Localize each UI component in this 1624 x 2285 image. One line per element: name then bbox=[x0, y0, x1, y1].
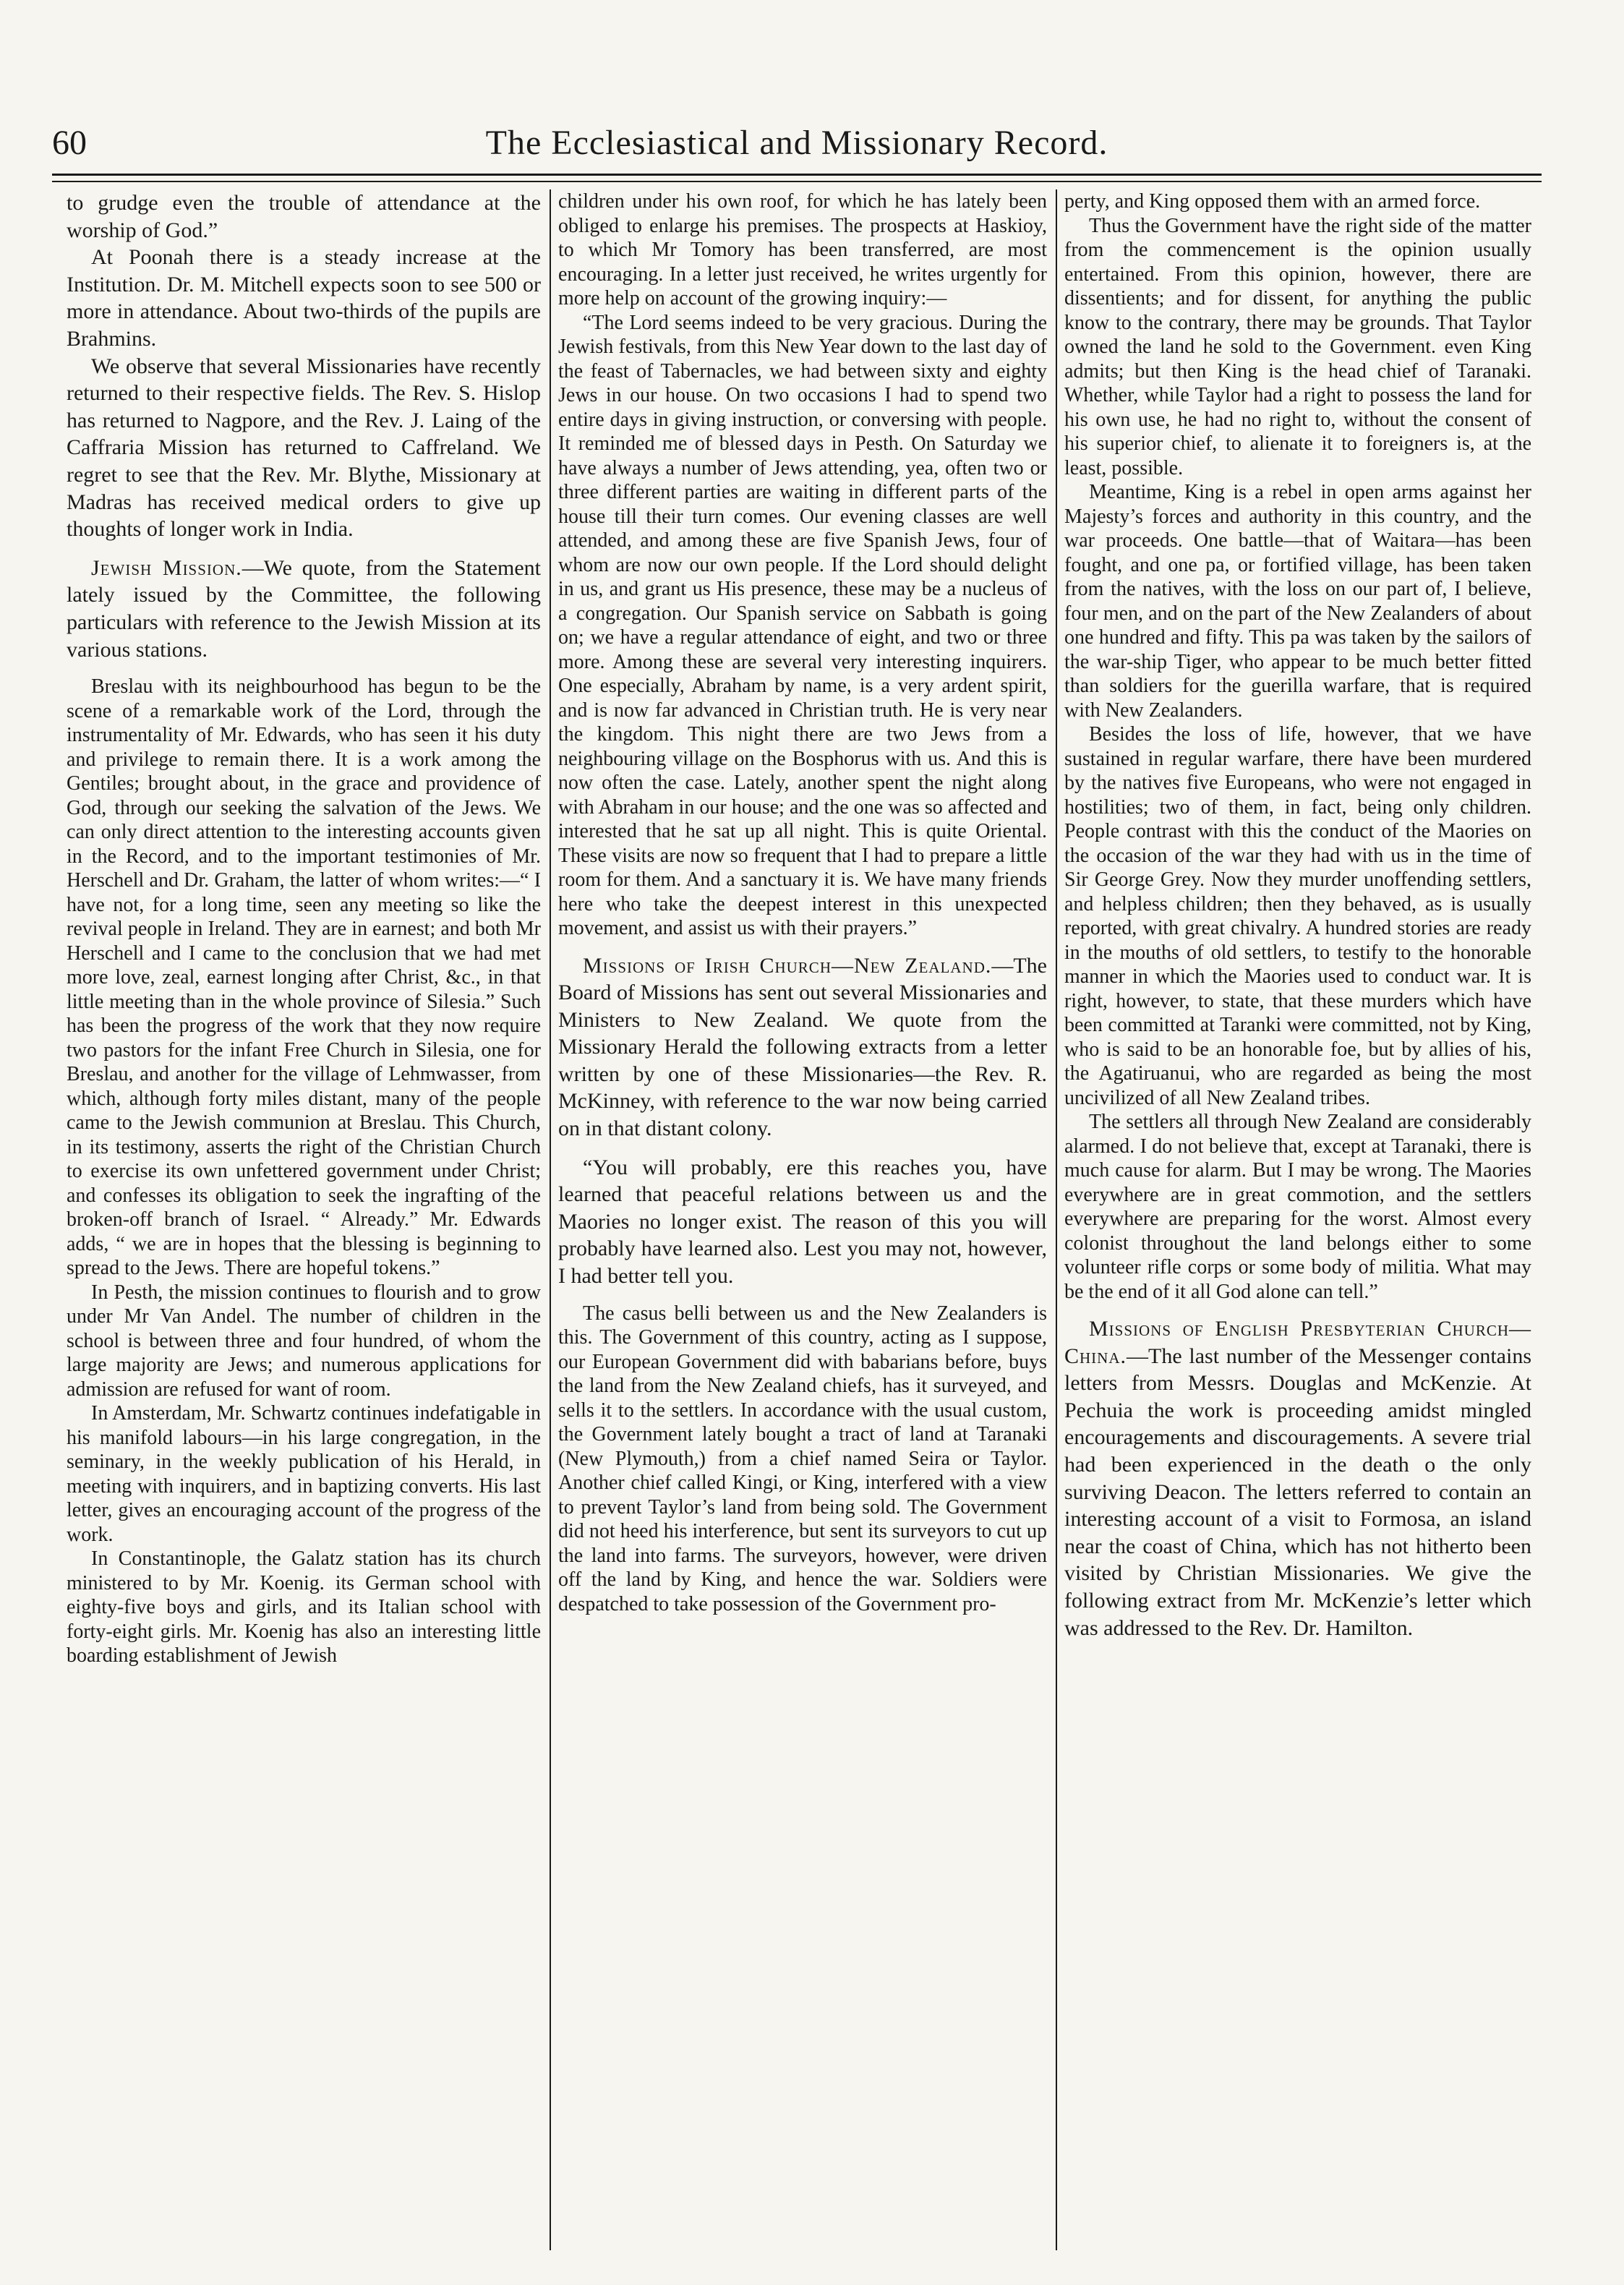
section-paragraph bbox=[1064, 1315, 1531, 1641]
paragraph: Meantime, King is a rebel in open arms against her Majesty’s forces and authority in this country, and the war proceeds. One battle—that of Waitara—has been fought, and one pa, or fortified village, has been taken from the natives, with the loss on our part of, I believe, four men, and on the part of the New Zealanders of about one hundred and fifty. This pa was taken by the sailors of the war-ship Tiger, who appear to be much better fitted than soldiers for the guerilla warfare, that is required with New Zealanders. bbox=[1064, 481, 1531, 722]
section-heading: Missions of English Presbyterian Church—China. bbox=[1064, 1317, 1531, 1368]
quoted-block bbox=[558, 1302, 1047, 1617]
column-divider bbox=[550, 189, 551, 2250]
quoted-block bbox=[67, 675, 541, 1668]
paragraph: perty, and King opposed them with an armed force. bbox=[1064, 190, 1481, 213]
header-rule-thin bbox=[52, 181, 1542, 182]
header-rule bbox=[52, 174, 1542, 176]
paragraph: Thus the Government have the right side of the matter from the commencement is the opinion usually entertained. From this opinion, however, there are dissentients; and for dissent, for anything the public know to the contrary, there may be grounds. That Taylor owned the land he sold to the Government. even King admits; but then King is the head chief of Taranaki. Whether, while Taylor had a right to possess the land for his own use, he had no right to, without the consent of his superior chief, to alienate it to foreigners is, at the least, possible. bbox=[1064, 214, 1531, 479]
paragraph: to grudge even the trouble of attendance at the worship of God.” bbox=[67, 191, 541, 242]
paragraph-text: —We quote, from the Statement lately issued by the Committee, the following particulars with reference to the Jewish Mission at its various stations. bbox=[67, 555, 541, 662]
column-3 bbox=[1064, 189, 1531, 2236]
column-1 bbox=[67, 189, 541, 2236]
quoted-block bbox=[1064, 189, 1531, 1304]
paragraph: The settlers all through New Zealand are considerably alarmed. I do not believe that, except at Taranaki, there is much cause for alarm. But I may be wrong. The Maories everywhere are in great commotion, and the settlers everywhere are preparing for the worst. Almost every colonist throughout the land belongs either to some volunteer rifle corps or some body of militia. What may be the end of it all God alone can tell.” bbox=[1064, 1111, 1531, 1303]
section-heading: Missions of Irish Church—New Zealand. bbox=[583, 953, 992, 978]
section-paragraph bbox=[67, 555, 541, 663]
paragraph: In Constantinople, the Galatz station has its church ministered to by Mr. Koenig. its German school with eighty-five boys and girls, and its Italian school with forty-eight girls. Mr. Koenig has also an interesting little boarding establishment of Jewish bbox=[67, 1547, 541, 1667]
paragraph: In Pesth, the mission continues to flourish and to grow under Mr Van Andel. The number of children in the school is between three and four hundred, of whom the large majority are Jews; and numerous applications for admission are refused for want of room. bbox=[67, 1281, 541, 1401]
paragraph: “The Lord seems indeed to be very gracious. During the Jewish festivals, from this New Year down to the last day of the feast of Tabernacles, we had between sixty and eighty Jews in our house. On two occasions I had to spend two entire days in giving instruction, or conversing with people. It reminded me of blessed days in Pesth. On Saturday we have always a number of Jews attending, yea, often two or three different parties are waiting in different parts of the house till their turn comes. Our evening classes are well attended, and among these are five Spanish Jews, four of whom are now our own people. If the Lord should delight in us, and grant us His presence, these may be a nucleus of a congregation. Our Spanish service on Sabbath is going on; we have a regular attendance of eight, and two or three more. Among these are several very interesting inquirers. One especially, Abraham by name, is a very ardent spirit, and is now far advanced in Christian truth. He is very near the kingdom. This night there are two Jews from a neighbouring village on the Bosphorus with us. And this is now often the case. Lately, another spent the night along with Abraham in our house; and the one was so affected and interested that he sat up all night. This is quite Oriental. These visits are now so frequent that I had to prepare a little room for them. And a sanctuary it is. We have many friends here who take the deepest interest in this unexpected movement, and assist us with their prayers.” bbox=[558, 311, 1047, 939]
paragraph: At Poonah there is a steady increase at the Institution. Dr. M. Mitchell expects soon to see 500 or more in attendance. About two-thirds of the pupils are Brahmins. bbox=[67, 245, 541, 351]
column-divider bbox=[1056, 189, 1057, 2250]
paragraph: In Amsterdam, Mr. Schwartz continues indefatigable in his manifold labours—in his large congregation, in the seminary, in the weekly publication of his Herald, in meeting with inquirers, and in baptizing converts. His last letter, gives an encouraging account of the progress of the work. bbox=[67, 1402, 541, 1546]
paragraph: We observe that several Missionaries have recently returned to their respective fields. The Rev. S. Hislop has returned to Nagpore, and the Rev. J. Laing of the Caffraria Mission has returned to Caffreland. We regret to see that the Rev. Mr. Blythe, Missionary at Madras has received medical orders to give up thoughts of longer work in India. bbox=[67, 354, 541, 542]
section-paragraph bbox=[558, 952, 1047, 1142]
column-2 bbox=[558, 189, 1047, 2236]
running-title: The Ecclesiastical and Missionary Record. bbox=[485, 124, 1108, 162]
page-number: 60 bbox=[52, 124, 87, 162]
paragraph: “You will probably, ere this reaches you, have learned that peaceful relations between us and the Maories no longer exist. The reason of this you will probably have learned also. Lest you may not, however, I had better tell you. bbox=[558, 1155, 1047, 1289]
paragraph: The casus belli between us and the New Zealanders is this. The Government of this country, acting as I suppose, our European Government did with babarians before, buys the land from the New Zealand chiefs, has it surveyed, and sells it to the settlers. In accordance with the usual custom, the Government lately bought a tract of land at Taranaki (New Plymouth,) from a chief named Seira or Taylor. Another chief called Kingi, or King, interfered with a view to prevent Taylor’s land from being sold. The Government did not heed his interference, but sent its surveyors to cut up the land into farms. The surveyors, however, were driven off the land by King, and hence the war. Soldiers were despatched to take possession of the Government pro- bbox=[558, 1302, 1047, 1615]
page-header bbox=[52, 121, 1542, 168]
paragraph: children under his own roof, for which he has lately been obliged to enlarge his premises. The prospects at Haskioy, to which Mr Tomory has been transferred, are most encouraging. In a letter just received, he writes urgently for more help on account of the growing inquiry:— bbox=[558, 190, 1047, 309]
quoted-block bbox=[558, 189, 1047, 941]
paragraph: Breslau with its neighbourhood has begun to be the scene of a remarkable work of the Lord, through the instrumentality of Mr. Edwards, who has seen it his duty and privilege to remain there. It is a work among the Gentiles; brought about, in the grace and providence of God, through our seeking the salvation of the Jews. We can only direct attention to the interesting accounts given in the Record, and to the important testimonies of Mr. Herschell and Dr. Graham, the latter of whom writes:—“ I have not, for a long time, seen any meeting so like the revival people in Ireland. They are in earnest; and both Mr Herschell and I came to the conclusion that we had met more love, zeal, earnest longing after Christ, &c., in that little meeting than in the whole province of Silesia.” Such has been the progress of the work that they now require two pastors for the infant Free Church in Silesia, one for Breslau, and another for the village of Lehmwasser, from which, although forty miles distant, many of the people came to the Jewish communion at Breslau. This Church, in its testimony, asserts the right of the Christian Church to exercise its own unfettered government under Christ; and confesses its obligation to seek the ingrafting of the broken-off branch of Israel. “ Already.” Mr. Edwards adds, “ we are in hopes that the blessing is beginning to spread to the Jews. There are hopeful tokens.” bbox=[67, 675, 541, 1280]
paragraph: Besides the loss of life, however, that we have sustained in regular warfare, there have been murdered by the natives five Europeans, who were not engaged in hostilities; two of them, in fact, being only children. People contrast with this the conduct of the Maories on the occasion of the war they had with us in the time of Sir George Grey. Now they murder unoffending settlers, and helpless children; then they behaved, as is usually reported, with great chivalry. A hundred stories are ready in the mouths of old settlers, to testify to the honorable manner in which the Maories used to conduct war. It is right, however, to state, that these murders which have been committed at Taranki were committed, not by King, who is said to be an honorable foe, but by allies of his, the Agatiruanui, who are regarded as being the most uncivilized of all New Zealand tribes. bbox=[1064, 723, 1531, 1109]
paragraph-text: —The last number of the Messenger contains letters from Messrs. Douglas and McKenzie. At Pechuia the work is proceeding amidst mingled encouragements and discouragements. A severe trial had been experienced in the death o the only surviving Deacon. The letters referred to contain an interesting account of a visit to Formosa, an island near the coast of China, which has not hitherto been visited by Christian Missionaries. We give the following extract from Mr. McKenzie’s letter which was addressed to the Rev. Dr. Hamilton. bbox=[1064, 1344, 1531, 1640]
paragraph-text: —The Board of Missions has sent out several Missionaries and Ministers to New Zealand. We quote from the Missionary Herald the following extracts from a letter written by one of these Missionaries—the Rev. R. McKinney, with reference to the war now being carried on in that distant colony. bbox=[558, 953, 1047, 1141]
section-heading: Jewish Mission. bbox=[91, 555, 242, 580]
